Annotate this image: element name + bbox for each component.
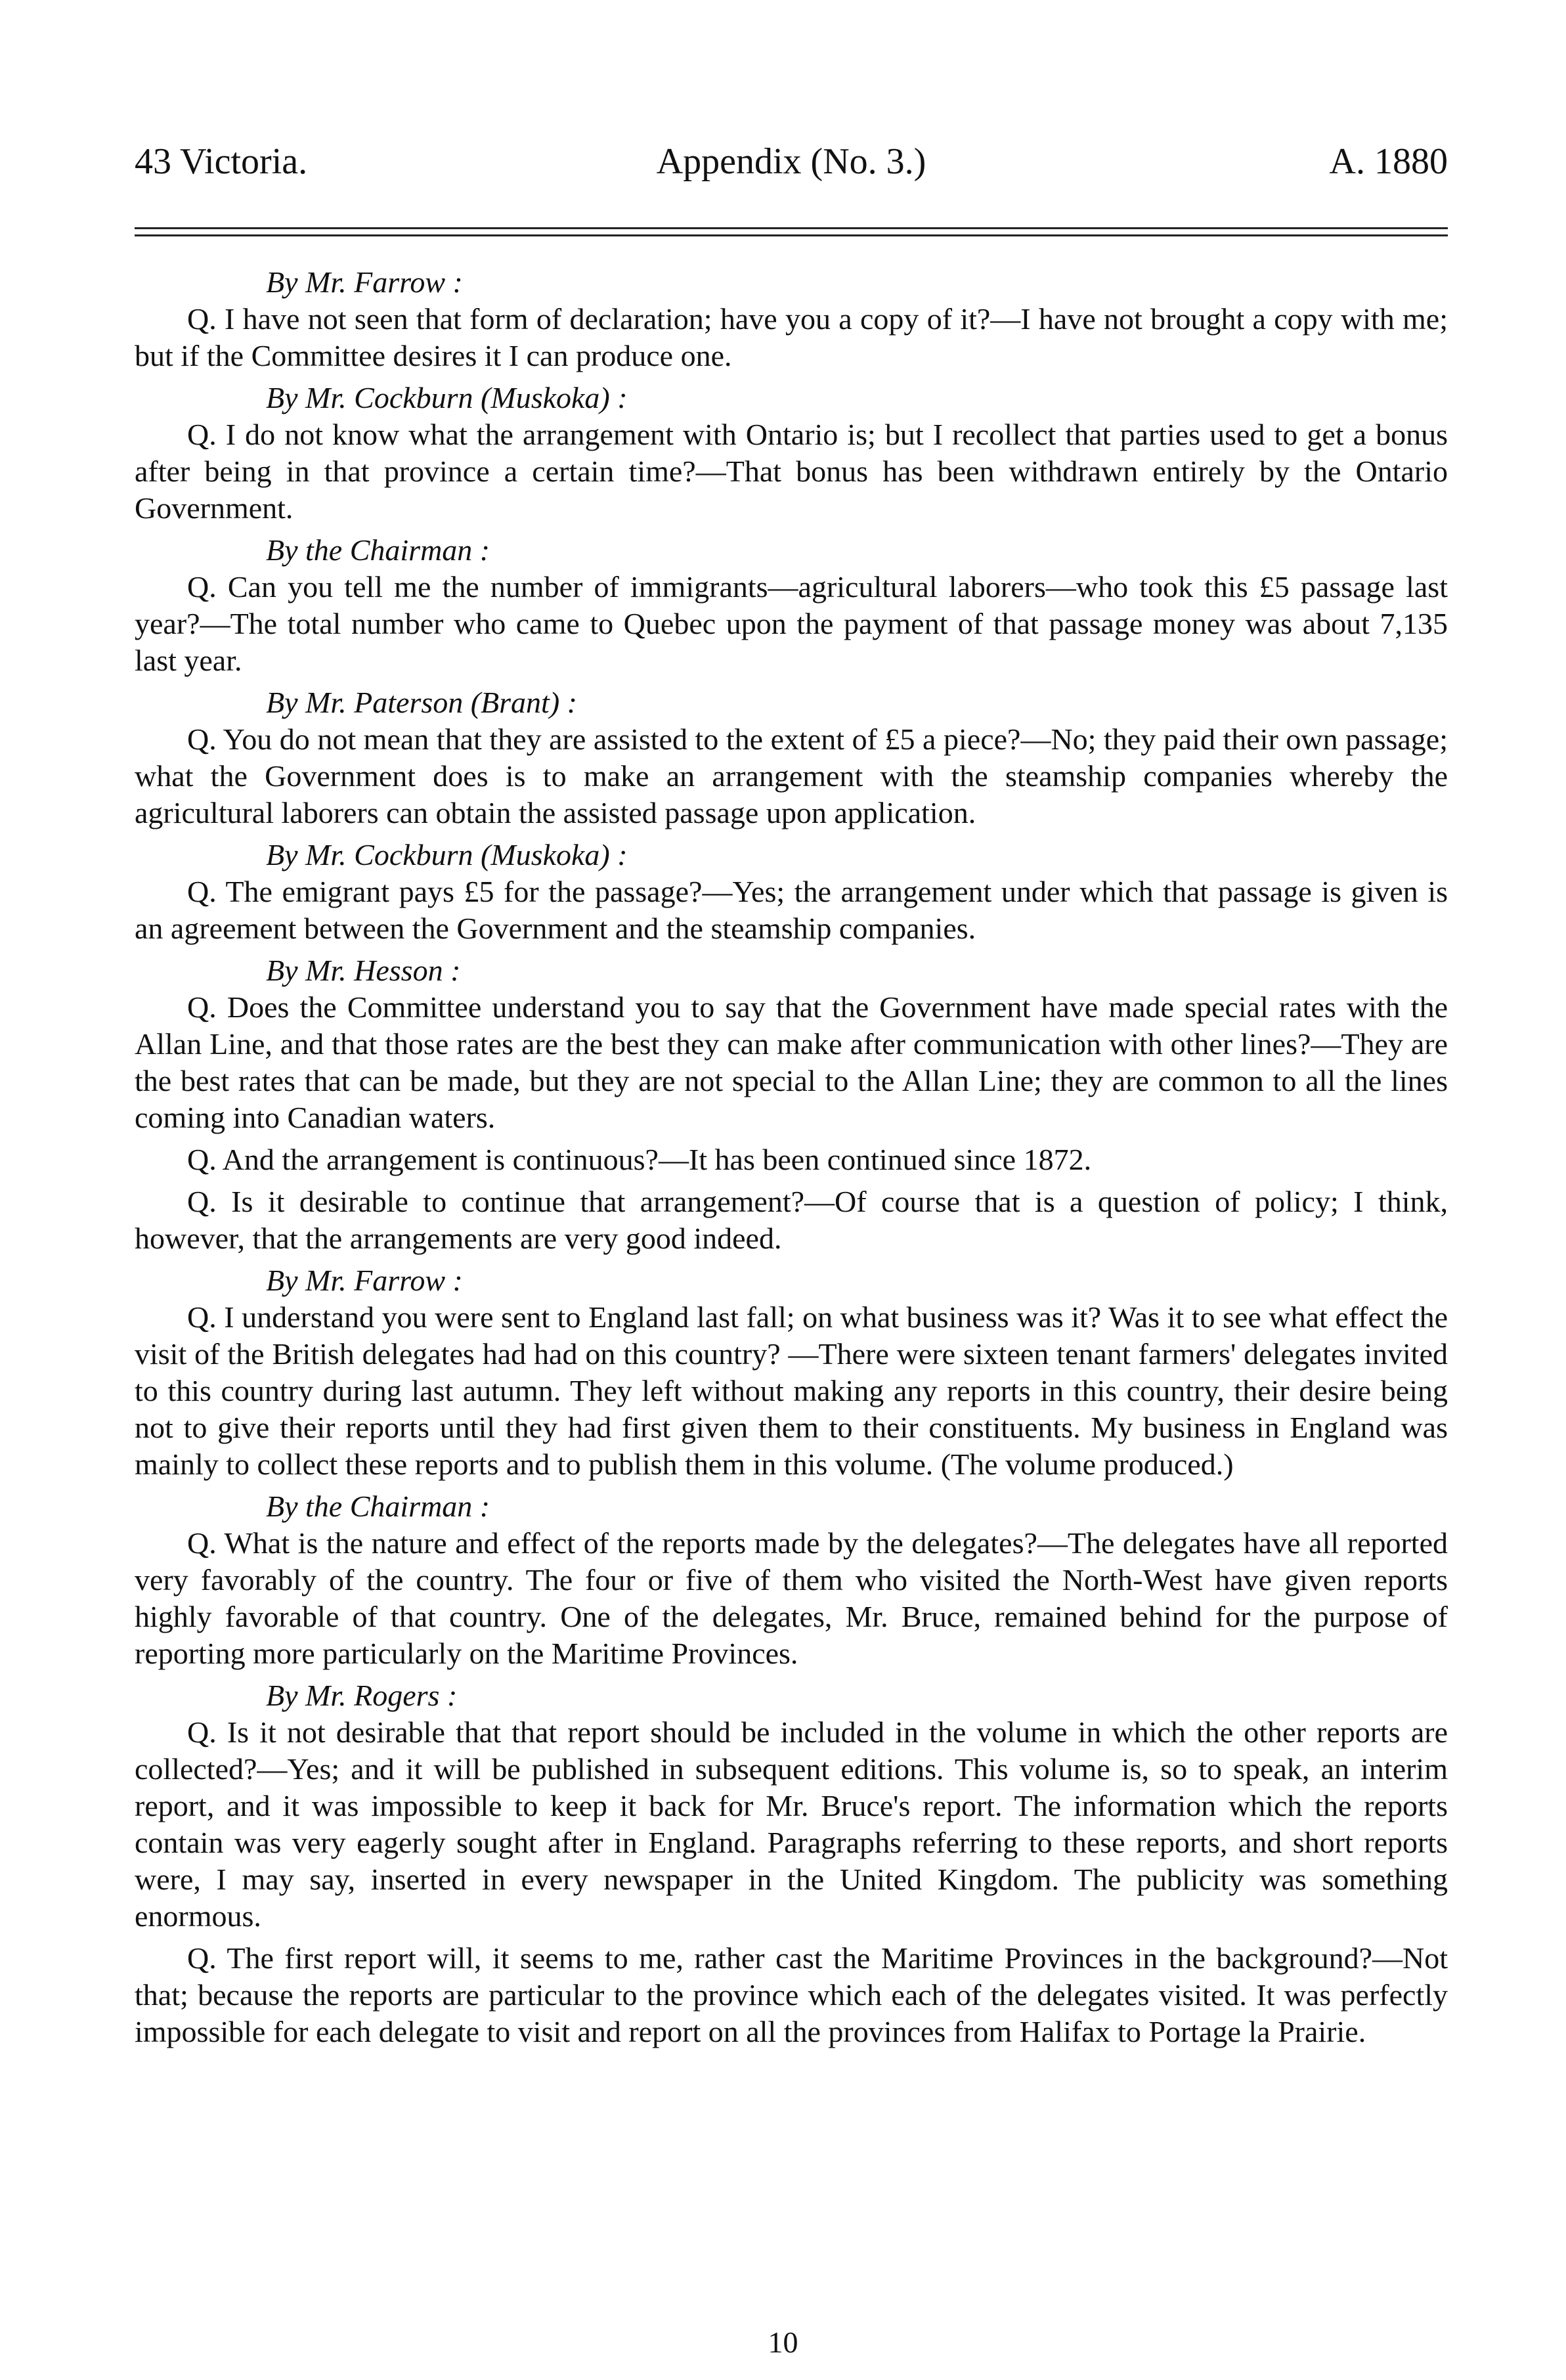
- speaker-heading: By the Chairman :: [266, 533, 490, 567]
- question-answer-paragraph: Q. The emigrant pays £5 for the passage?—Yes; the arrangement under which that passage is given is an agreement between the Government and the steamship companies.: [135, 875, 1448, 945]
- question-answer-paragraph: Q. The first report will, it seems to me, rather cast the Maritime Provinces in the background?—Not that; because the reports are particular to the province which each of the delegates visited. It was perfectly impossible for each delegate to visit and report on all the provinces from Halifax to Portage la Prairie.: [135, 1941, 1448, 2048]
- speaker-heading: By Mr. Farrow :: [266, 265, 463, 299]
- question-answer-paragraph: Q. Does the Committee understand you to say that the Government have made special rates with the Allan Line, and that those rates are the best they can make after communication with other lines?—They are the best rates that can be made, but they are not special to the Allan Line; they are common to all the lines coming into Canadian waters.: [135, 990, 1448, 1134]
- speaker-heading: By the Chairman :: [266, 1489, 490, 1523]
- speaker-heading: By Mr. Paterson (Brant) :: [266, 686, 577, 719]
- header-rule-bottom: [135, 234, 1448, 236]
- speaker-heading: By Mr. Cockburn (Muskoka) :: [266, 838, 628, 871]
- question-answer-paragraph: Q. Can you tell me the number of immigrants—agricultural laborers—who took this £5 passage last year?—The total number who came to Quebec upon the payment of that passage money was about 7,135 last year.: [135, 570, 1448, 677]
- question-answer-paragraph: Q. You do not mean that they are assisted to the extent of £5 a piece?—No; they paid their own passage; what the Government does is to make an arrangement with the steamship companies whereby the agricultural laborers can obtain the assisted passage upon application.: [135, 722, 1448, 829]
- question-answer-paragraph: Q. I have not seen that form of declaration; have you a copy of it?—I have not brought a copy with me; but if the Committee desires it I can produce one.: [135, 302, 1448, 372]
- header-rule-top: [135, 227, 1448, 229]
- question-answer-paragraph: Q. What is the nature and effect of the reports made by the delegates?—The delegates have all reported very favorably of the country. The four or five of them who visited the North-West have given reports highly favorable of that country. One of the delegates, Mr. Bruce, remained behind for the purpose of reporting more particularly on the Maritime Provinces.: [135, 1526, 1448, 1670]
- page-header: [135, 135, 1448, 188]
- question-answer-paragraph: Q. Is it desirable to continue that arrangement?—Of course that is a question of policy; I think, however, that the arrangements are very good indeed.: [135, 1185, 1448, 1255]
- speaker-heading: By Mr. Hesson :: [266, 954, 461, 987]
- document-body: [135, 264, 1448, 2056]
- header-appendix: Appendix (No. 3.): [656, 141, 926, 182]
- speaker-heading: By Mr. Farrow :: [266, 1264, 463, 1297]
- header-session: 43 Victoria.: [135, 141, 308, 182]
- question-answer-paragraph: Q. Is it not desirable that that report should be included in the volume in which the other reports are collected?—Yes; and it will be published in subsequent editions. This volume is, so to speak, an interim report, and it was impossible to keep it back for Mr. Bruce's report. The information which the reports contain was very eagerly sought after in England. Paragraphs referring to these reports, and short reports were, I may say, inserted in every newspaper in the United Kingdom. The publicity was something enormous.: [135, 1715, 1448, 1933]
- question-answer-paragraph: Q. And the arrangement is continuous?—It has been continued since 1872.: [187, 1143, 1092, 1176]
- speaker-heading: By Mr. Rogers :: [266, 1679, 458, 1712]
- page-number: 10: [768, 2325, 798, 2359]
- question-answer-paragraph: Q. I understand you were sent to England last fall; on what business was it? Was it to see what effect the visit of the British delegates had had on this country? —There were sixteen tenant farmers' delegates invited to this country during last autumn. They left without making any reports in this country, their desire being not to give their reports until they had first given them to their constituents. My business in England was mainly to collect these reports and to publish them in this volume. (The volume produced.): [135, 1300, 1448, 1481]
- header-year: A. 1880: [1329, 141, 1448, 182]
- speaker-heading: By Mr. Cockburn (Muskoka) :: [266, 381, 628, 414]
- question-answer-paragraph: Q. I do not know what the arrangement with Ontario is; but I recollect that parties used to get a bonus after being in that province a certain time?—That bonus has been withdrawn entirely by the Ontario Government.: [135, 418, 1448, 525]
